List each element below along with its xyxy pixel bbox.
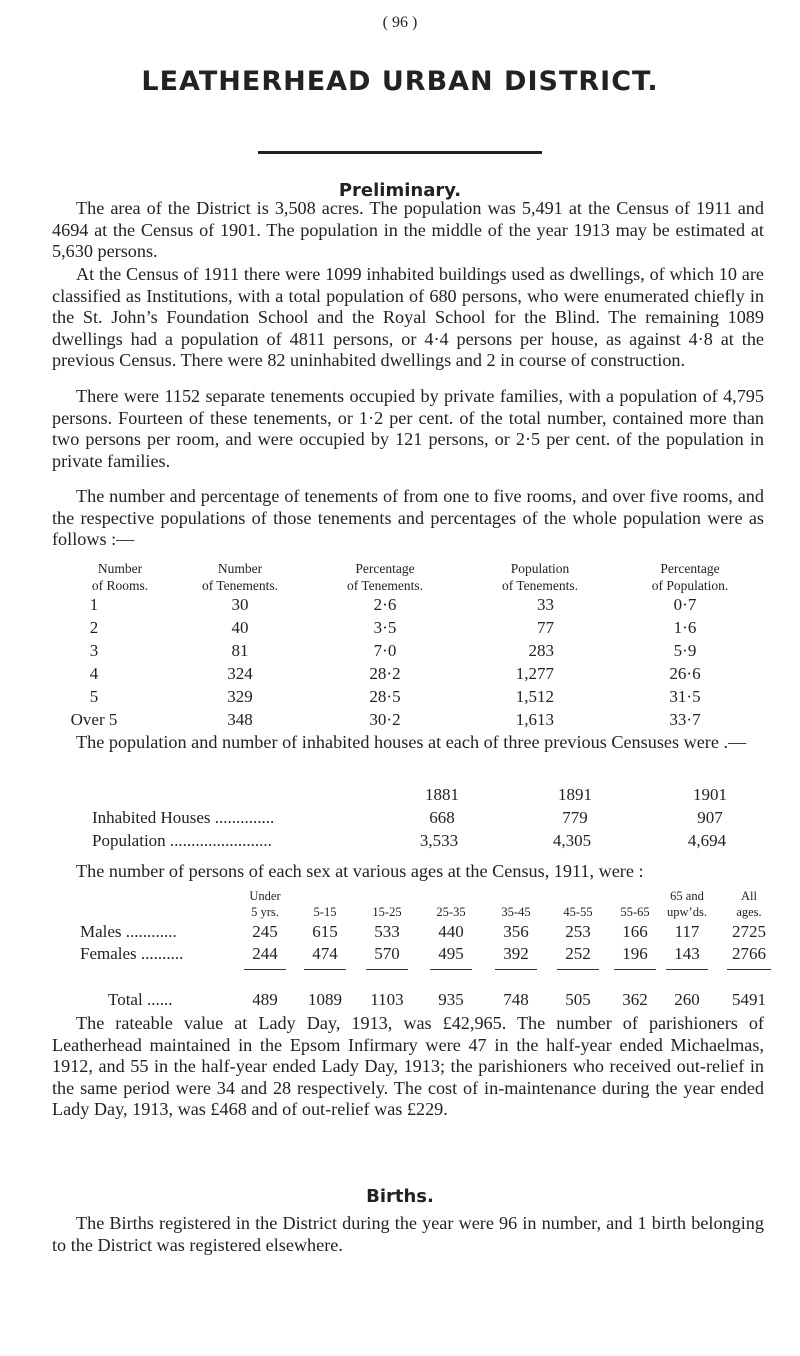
pct-population-cell: 33·7 (669, 710, 701, 729)
ages-cell: 252 (565, 944, 591, 963)
census-year: 1901 (693, 785, 727, 804)
pct-tenements-header (320, 560, 450, 594)
age-header: 5-15 (313, 905, 337, 919)
sum-rule (304, 969, 346, 970)
ages-cell: 245 (252, 922, 278, 941)
ages-intro: The number of persons of each sex at various ages at the Census, 1911, were : (76, 861, 644, 881)
pct-population-cell: 5·9 (673, 641, 697, 660)
pct-tenements-cell: 28·5 (369, 687, 401, 706)
tenements-cell: 81 (231, 641, 249, 660)
header-line: Population (510, 561, 570, 576)
pct-tenements-cell: 7·0 (373, 641, 397, 660)
census-cell: 3,533 (419, 831, 459, 850)
ages-cell: 2766 (732, 944, 766, 963)
header-line: All (741, 889, 757, 903)
pct-tenements-cell: 2·6 (373, 595, 397, 614)
header-line: of Tenements. (346, 578, 424, 593)
header-line: Percentage (660, 561, 720, 576)
pct-tenements-cell: 3·5 (373, 618, 397, 637)
ages-total-cell: 362 (622, 990, 648, 1009)
header-line: Percentage (355, 561, 415, 576)
census-row-label: Population ........................ (92, 831, 272, 850)
paragraph-rateable-value: The rateable value at Lady Day, 1913, was £42,965. The number of parishioners of Leatherhead maintained in the Epsom Infirmary were 47 in the half-year ended Michaelmas, 1912, and 55 in the half-year ended Lady Day, 1913; the parishioners who received out-relief in the same period were 34 and 28 respectively. The cost of in-maintenance during the year ended Lady Day, 1913, was £468 and of out-relief was £229. (52, 1013, 764, 1119)
pct-population-cell: 31·5 (669, 687, 701, 706)
header-line: 65 and (670, 889, 704, 903)
header-line: 5 yrs. (251, 905, 279, 919)
sum-rule (366, 969, 408, 970)
ages-cell: 533 (374, 922, 400, 941)
ages-cell: 143 (674, 944, 700, 963)
rooms-cell: 2 (89, 618, 99, 637)
header-line: of Population. (651, 578, 729, 593)
ages-total-cell: 505 (565, 990, 591, 1009)
header-line: of Rooms. (91, 578, 149, 593)
ages-row-label: Males ............ (80, 922, 177, 941)
header-line: upw’ds. (667, 905, 707, 919)
pct-tenements-cell: 30·2 (369, 710, 401, 729)
population-cell: 33 (537, 595, 554, 614)
census-row-label: Inhabited Houses .............. (92, 808, 275, 827)
sum-rule (495, 969, 537, 970)
paragraph-tenements: There were 1152 separate tenements occupied by private families, with a population of 4,795 persons. Fourteen of these tenements, or 1·2 per cent. of the total number, contained more than two persons per room, and were occupied by 121 persons, or 2·5 per cent. of the population in private families. (52, 386, 764, 471)
ages-cell: 570 (374, 944, 400, 963)
pct-population-cell: 0·7 (673, 595, 697, 614)
paragraph-rooms-intro: The number and percentage of tenements of from one to five rooms, and over five rooms, and the respective populations of those tenements and percentages of the whole population were as follows :— (52, 486, 764, 549)
ages-total-cell: 935 (438, 990, 464, 1009)
age-header: 35-45 (501, 905, 531, 919)
sum-rule (557, 969, 599, 970)
ages-cell: 253 (565, 922, 591, 941)
tenements-cell: 30 (231, 595, 249, 614)
census-cell: 779 (562, 808, 588, 827)
page-number: ( 96 ) (382, 14, 418, 31)
census-intro: The population and number of inhabited houses at each of three previous Censuses were .— (76, 732, 747, 752)
ages-cell: 495 (438, 944, 464, 963)
ages-cell: 2725 (732, 922, 766, 941)
ages-cell: 440 (438, 922, 464, 941)
rooms-cell: Over 5 (70, 710, 118, 729)
census-cell: 4,694 (687, 831, 727, 850)
header-line: Number (97, 561, 143, 576)
census-year: 1891 (558, 785, 592, 804)
census-year: 1881 (425, 785, 459, 804)
paragraph-census-1911: At the Census of 1911 there were 1099 inhabited buildings used as dwellings, of which 10 are classified as Institutions, with a total population of 680 persons, who were enumerated chiefly in the St. John’s Foundation School and the Royal School for the Blind. The remaining 1089 dwellings had a population of 4811 persons, or 4·4 persons per house, as against 4·8 at the previous Census. There were 82 uninhabited dwellings and 2 in course of construction. (52, 264, 764, 370)
header-line: ages. (736, 905, 762, 919)
sum-rule (430, 969, 472, 970)
ages-cell: 117 (674, 922, 700, 941)
header-line: Under (249, 889, 281, 903)
tenements-header (175, 560, 305, 594)
births-heading: Births. (366, 1186, 434, 1207)
census-cell: 668 (429, 808, 455, 827)
rooms-header (60, 560, 180, 594)
ages-cell: 196 (622, 944, 648, 963)
header-line: Number (217, 561, 263, 576)
age-header: 25-35 (436, 905, 466, 919)
ages-cell: 392 (503, 944, 529, 963)
age-header: 55-65 (620, 905, 650, 919)
pct-population-cell: 1·6 (673, 618, 697, 637)
paragraph-births: The Births registered in the District during the year were 96 in number, and 1 birth belonging to the District was registered elsewhere. (52, 1213, 764, 1255)
ages-total-cell: 748 (503, 990, 529, 1009)
ages-cell: 615 (312, 922, 338, 941)
census-cell: 907 (697, 808, 723, 827)
sum-rule (244, 969, 286, 970)
title-rule (258, 151, 542, 154)
population-cell: 1,512 (515, 687, 554, 706)
document-title: LEATHERHEAD URBAN DISTRICT. (141, 66, 659, 97)
header-line: of Tenements. (501, 578, 579, 593)
ages-cell: 474 (312, 944, 338, 963)
pct-population-cell: 26·6 (669, 664, 701, 683)
ages-total-cell: 1103 (370, 990, 404, 1009)
age-header (655, 888, 719, 920)
preliminary-heading: Preliminary. (338, 180, 462, 201)
ages-total-cell: 489 (252, 990, 278, 1009)
population-cell: 77 (537, 618, 554, 637)
ages-total-cell: 260 (674, 990, 700, 1009)
tenements-cell: 348 (227, 710, 253, 729)
header-line: of Tenements. (201, 578, 279, 593)
ages-total-label: Total ...... (108, 990, 173, 1009)
ages-total-cell: 5491 (732, 990, 766, 1009)
tenements-cell: 324 (227, 664, 253, 683)
tenements-cell: 329 (227, 687, 253, 706)
paragraph-area: The area of the District is 3,508 acres. The population was 5,491 at the Census of 1911 and 4694 at the Census of 1901. The population in the middle of the year 1913 may be estimated at 5,630 persons. (52, 198, 764, 261)
census-cell: 4,305 (552, 831, 592, 850)
pct-population-header (615, 560, 765, 594)
population-cell: 283 (528, 641, 554, 660)
age-header (723, 888, 775, 920)
population-cell: 1,277 (515, 664, 554, 683)
ages-row-label: Females .......... (80, 944, 184, 963)
ages-cell: 166 (622, 922, 648, 941)
population-cell: 1,613 (515, 710, 554, 729)
age-header (235, 888, 295, 920)
pct-tenements-cell: 28·2 (369, 664, 401, 683)
sum-rule (666, 969, 708, 970)
ages-cell: 356 (503, 922, 529, 941)
rooms-cell: 1 (89, 595, 99, 614)
ages-total-cell: 1089 (308, 990, 342, 1009)
age-header: 15-25 (372, 905, 402, 919)
population-header (470, 560, 610, 594)
rooms-cell: 3 (89, 641, 99, 660)
rooms-cell: 5 (89, 687, 99, 706)
sum-rule (727, 969, 771, 970)
sum-rule (614, 969, 656, 970)
age-header: 45-55 (563, 905, 593, 919)
tenements-cell: 40 (231, 618, 249, 637)
rooms-cell: 4 (89, 664, 99, 683)
ages-cell: 244 (252, 944, 278, 963)
